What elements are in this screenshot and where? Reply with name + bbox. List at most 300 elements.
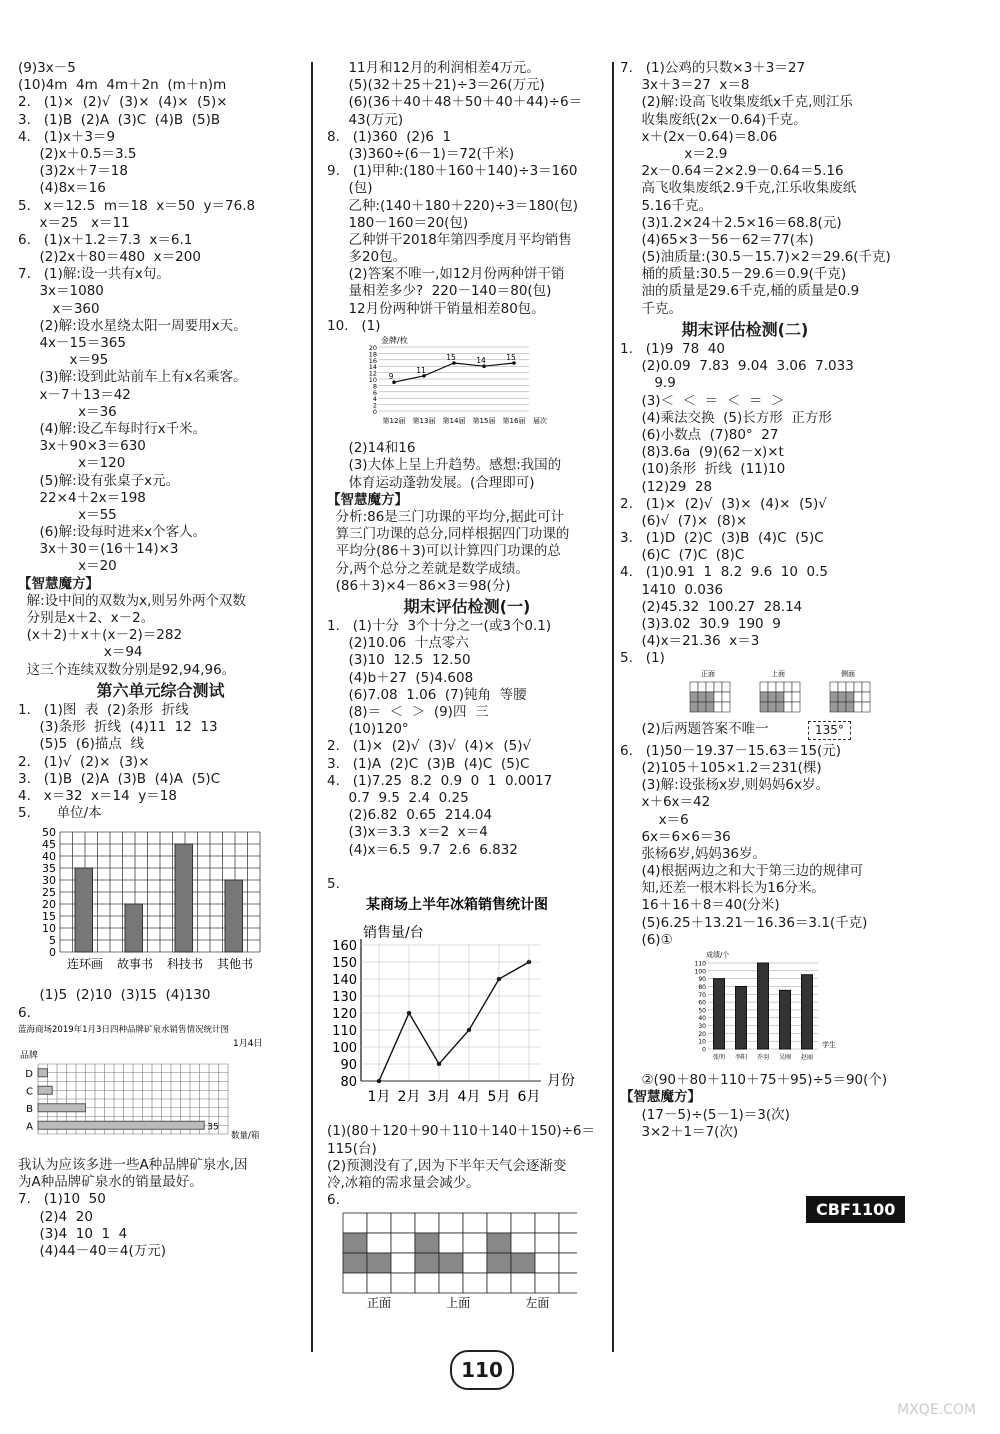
- grid-cell: [784, 702, 792, 712]
- answer-line: (3)4 10 1 4: [18, 1225, 128, 1242]
- answer-line: 多20包。: [327, 249, 407, 266]
- tick-label: 80: [340, 1075, 357, 1091]
- tick-label: 90: [340, 1058, 357, 1074]
- grid-cell: [463, 1213, 487, 1233]
- magic-label: 【智慧魔方】: [18, 575, 99, 592]
- grid-cell: [487, 1213, 511, 1233]
- answer-line: 4x－15＝365: [18, 335, 126, 351]
- tick-label: 0: [702, 1046, 706, 1054]
- answer-line: (5)油质量:(30.5－15.7)×2＝29.6(千克): [620, 249, 891, 266]
- answer-line: 4. (1)7.25 8.2 0.9 0 1 0.0017: [327, 772, 553, 789]
- grid-cell: [830, 682, 838, 692]
- tick-label: 10: [42, 922, 56, 936]
- answer-line: 平均分(86＋3)可以计算四门功课的总: [327, 543, 561, 560]
- answer-line: 11月和12月的利润相差4万元。: [327, 60, 540, 76]
- answer-line: (3)条形 折线 (4)11 12 13: [18, 719, 218, 736]
- answer-line: 2. (1)× (2)√ (3)√ (4)× (5)√: [327, 738, 532, 755]
- bar: [38, 1069, 48, 1077]
- answer-line: (2)14和16: [327, 440, 416, 457]
- answer-line: 这三个连续双数分别是92,94,96。: [18, 661, 236, 678]
- magic-answer: [327, 509, 607, 595]
- answer-line: (2)45.32 100.27 28.14: [620, 598, 803, 615]
- answers-cont: [327, 60, 607, 335]
- magic-answer: [18, 593, 303, 679]
- tick-label: 90: [698, 976, 706, 984]
- tick-label: 100: [694, 968, 706, 976]
- answer-line: 4. (1)0.91 1 8.2 9.6 10 0.5: [620, 564, 829, 581]
- grid-cell: [862, 702, 870, 712]
- tick-label: 4: [372, 395, 377, 404]
- medal-line-chart: [327, 335, 587, 435]
- category-label: 3月: [427, 1089, 451, 1106]
- magic-label: 【智慧魔方】: [327, 491, 408, 508]
- tick-label: 16: [368, 356, 377, 365]
- answer-line: (8)3.6a (9)(62－x)×t: [620, 444, 784, 461]
- answer-line: 1410 0.036: [620, 581, 724, 598]
- answers-q6: [620, 743, 990, 949]
- grid-cell: [391, 1213, 415, 1233]
- answer-line: 5. (1): [620, 650, 665, 667]
- grid-cell: [846, 682, 854, 692]
- answer-line: (2)解:设高飞收集废纸x千克,则江乐: [620, 94, 853, 111]
- q5-2-text: (2)后两题答案不唯一: [620, 720, 769, 737]
- answer-line: 12月份两种饼干销量相差80包。: [327, 300, 545, 317]
- answer-line: 解:设中间的双数为x,则另外两个双数: [18, 592, 246, 609]
- answer-line: 16＋16＋8＝40(分米): [620, 897, 780, 914]
- category-label: 第16届: [502, 417, 526, 425]
- grid-cell: [838, 702, 846, 712]
- grid-cell: [511, 1273, 535, 1293]
- tick-label: 18: [368, 350, 377, 359]
- grid-cell: [391, 1233, 415, 1253]
- answer-line: (包): [327, 180, 373, 197]
- grid-cell: [784, 682, 792, 692]
- answer-line: 知,还差一根木料长为16分米。: [620, 880, 825, 897]
- page-number: 110: [450, 1350, 514, 1390]
- bar: [714, 979, 725, 1049]
- tick-label: 50: [42, 826, 56, 840]
- grid-cell: [706, 682, 714, 692]
- answer-line: 3x＋90×3＝630: [18, 438, 146, 455]
- answer-line: (6)√ (7)× (8)×: [620, 512, 748, 529]
- grid-cell: [768, 702, 776, 712]
- grid-cell: [439, 1233, 463, 1253]
- answer-line: (4)8x＝16: [18, 180, 106, 197]
- answer-line: x＝2.9: [620, 145, 728, 162]
- grid-cell: [391, 1253, 415, 1273]
- answer-line: (4)解:设乙车每时行x千米。: [18, 420, 207, 437]
- answer-line: 千克。: [620, 300, 682, 317]
- answer-line: (3)x＝3.3 x＝2 x＝4: [327, 824, 488, 841]
- answer-line: 5. x＝12.5 m＝18 x＝50 y＝76.8: [18, 197, 256, 214]
- answer-line: (4)x＝6.5 9.7 2.6 6.832: [327, 841, 518, 858]
- answer-line: x＋(2x－0.64)＝8.06: [620, 128, 778, 145]
- answer-line: (6)①: [620, 931, 673, 948]
- tick-label: 2: [372, 401, 377, 410]
- answer-line: 分别是x＋2、x－2。: [18, 610, 155, 627]
- y-axis-label: 成绩/个: [706, 951, 730, 960]
- answer-line: (4)乘法交换 (5)长方形 正方形: [620, 409, 832, 426]
- category-label: 乔羽: [756, 1054, 770, 1062]
- grid-cell: [714, 682, 722, 692]
- answer-line: (2)答案不唯一,如12月份两种饼干销: [327, 266, 565, 283]
- answer-line: 为A种品牌矿泉水的销量最好。: [18, 1174, 203, 1191]
- tick-label: 20: [368, 344, 377, 352]
- grid-cell: [415, 1253, 439, 1273]
- tick-label: 160: [332, 939, 357, 955]
- answers-unit5: [18, 60, 303, 576]
- y-axis-label: 销售量/台: [363, 925, 424, 942]
- grid-cell: [559, 1253, 577, 1273]
- answer-line: 7. (1)10 50: [18, 1191, 106, 1208]
- answer-line: (10)条形 折线 (11)10: [620, 461, 786, 478]
- tick-label: 110: [694, 960, 706, 968]
- answer-line: x＝120: [18, 455, 126, 472]
- answer-line: (6)7.08 1.06 (7)钝角 等腰: [327, 686, 527, 703]
- grid-cell: [439, 1253, 463, 1273]
- bar: [225, 880, 243, 952]
- answer-line: (3)1.2×24＋2.5×16＝68.8(元): [620, 214, 842, 231]
- bar: [38, 1086, 52, 1094]
- view-label: 左面: [525, 1296, 550, 1310]
- magic-label: 【智慧魔方】: [620, 1089, 701, 1106]
- grid-cell: [768, 692, 776, 702]
- grid-cell: [706, 702, 714, 712]
- answer-line: 6. (1)x＋1.2＝7.3 x＝6.1: [18, 231, 193, 248]
- answer-line: (4)x＝21.36 x＝3: [620, 633, 760, 650]
- grid-cell: [854, 702, 862, 712]
- bar: [780, 990, 791, 1049]
- answer-line: (1)(80＋120＋90＋110＋140＋150)÷6＝: [327, 1123, 595, 1140]
- answer-line: 4. (1)x＋3＝9: [18, 128, 116, 145]
- answer-line: 1. (1)十分 3个十分之一(或3个0.1): [327, 618, 552, 635]
- answer-line: (6)(36＋40＋48＋50＋40＋44)÷6＝: [327, 94, 583, 111]
- grid-cell: [367, 1213, 391, 1233]
- answer-line: (6)小数点 (7)80° 27: [620, 426, 779, 443]
- grid-cell: [511, 1253, 535, 1273]
- answer-line: 体育运动蓬勃发展。(合理即可): [327, 474, 535, 491]
- answer-line: (9)3x－5: [18, 60, 76, 76]
- answer-line: x＝20: [18, 558, 117, 575]
- grid-cell: [862, 682, 870, 692]
- answer-line: 7. (1)公鸡的只数×3＋3＝27: [620, 60, 806, 76]
- grid-cell: [535, 1213, 559, 1233]
- answer-line: 高飞收集废纸2.9千克,江乐收集废纸: [620, 180, 857, 197]
- grid-cell: [343, 1253, 367, 1273]
- q6-answer: [18, 1157, 303, 1260]
- tick-label: 5: [49, 934, 56, 948]
- grid-cell: [838, 682, 846, 692]
- grid-cell: [698, 682, 706, 692]
- heading-unit6: 第六单元综合测试: [96, 680, 225, 700]
- answer-line: 8. (1)360 (2)6 1: [327, 128, 452, 145]
- grid-cell: [698, 692, 706, 702]
- water-bar-chart: [18, 1022, 288, 1152]
- answer-line: (4)b＋27 (5)4.608: [327, 669, 474, 686]
- bar: [758, 963, 769, 1049]
- tick-label: 70: [698, 991, 706, 999]
- answer-line: (2)105＋105×1.2＝231(棵): [620, 759, 822, 776]
- answer-line: (12)29 28: [620, 478, 713, 495]
- grid-cell: [463, 1273, 487, 1293]
- answer-line: (3)360÷(6－1)＝72(千米): [327, 145, 515, 162]
- grid-cell: [792, 692, 800, 702]
- tick-label: 40: [42, 850, 56, 864]
- chart-title: 某商场上半年冰箱销售统计图: [366, 897, 548, 914]
- answer-line: 张杨6岁,妈妈36岁。: [620, 845, 767, 862]
- tick-label: 80: [698, 983, 706, 991]
- view-label: 上面: [771, 669, 785, 678]
- view-label: 上面: [446, 1296, 471, 1310]
- category-label: 吴刚: [778, 1054, 792, 1062]
- category-label: 张明: [712, 1054, 726, 1062]
- answer-line: 乙种饼干2018年第四季度月平均销售: [327, 231, 572, 248]
- chart-title: 蓝海商场2019年1月3日四种品牌矿泉水销售情况统计图: [18, 1024, 229, 1035]
- grid-cell: [722, 692, 730, 702]
- data-label: 9: [388, 372, 394, 382]
- answer-line: (2)10.06 十点零六: [327, 635, 469, 652]
- tick-label: 140: [332, 973, 357, 989]
- view-label: 侧面: [841, 669, 855, 678]
- three-views-grid: [327, 1209, 577, 1309]
- grid-cell: [776, 702, 784, 712]
- tick-label: 60: [698, 999, 706, 1007]
- bar: [736, 986, 747, 1049]
- grid-cell: [706, 692, 714, 702]
- answer-line: x＝360: [18, 300, 100, 317]
- answer-line: x＝95: [18, 352, 109, 369]
- tick-label: 50: [698, 1007, 706, 1015]
- tick-label: 8: [372, 382, 377, 391]
- grid-cell: [838, 692, 846, 702]
- answer-line: 1. (1)图 表 (2)条形 折线: [18, 701, 189, 718]
- grid-cell: [690, 692, 698, 702]
- answer-line: x＋6x＝42: [620, 794, 711, 811]
- answer-line: 7. (1)解:设一共有x句。: [18, 266, 170, 283]
- tick-label: 20: [698, 1030, 706, 1038]
- grid-cell: [830, 692, 838, 702]
- answer-line: (3)大体上呈上升趋势。感想:我国的: [327, 457, 562, 474]
- grid-cell: [862, 692, 870, 702]
- answer-line: (2)预测没有了,因为下半年天气会逐渐变: [327, 1157, 567, 1174]
- q10-answer: [327, 440, 607, 492]
- category-label: A: [26, 1121, 33, 1133]
- bar: [38, 1104, 86, 1112]
- book-bar-chart: [18, 822, 288, 982]
- grid-cell: [846, 692, 854, 702]
- answer-line: 3. (1)B (2)A (3)B (4)A (5)C: [18, 770, 221, 787]
- answer-line: (2)6.82 0.65 214.04: [327, 807, 493, 824]
- grid-cell: [854, 682, 862, 692]
- value-label: 35: [207, 1122, 219, 1133]
- answer-line: 2. (1)× (2)√ (3)× (4)× (5)√: [620, 495, 827, 512]
- answer-line: (86＋3)×4－86×3＝98(分): [327, 577, 511, 594]
- tick-label: 20: [42, 898, 56, 912]
- answer-line: (3)＜ ＜ ＝ ＜ ＝ ＞: [620, 392, 785, 409]
- answer-line: (3)解:设张杨x岁,则妈妈6x岁。: [620, 777, 829, 794]
- answer-line: (5)解:设有张桌子x元。: [18, 472, 180, 489]
- y-axis-label: 品牌: [20, 1050, 39, 1061]
- data-label: 15: [506, 353, 516, 362]
- grid-cell: [439, 1213, 463, 1233]
- grid-cell: [846, 702, 854, 712]
- grid-cell: [784, 692, 792, 702]
- answer-line: 180－160＝20(包): [327, 214, 469, 231]
- answer-line: 10. (1): [327, 317, 381, 334]
- tick-label: 12: [368, 369, 377, 378]
- score-bar-chart: [620, 949, 850, 1067]
- magic-answer: [620, 1107, 990, 1141]
- bar: [75, 868, 93, 952]
- answers-final2: [620, 341, 990, 668]
- answer-line: 冷,冰箱的需求量会减少。: [327, 1174, 480, 1191]
- answer-line: (17－5)÷(5－1)＝3(次): [620, 1106, 790, 1123]
- answer-line: 算三门功课的总分,同样根据四门功课的: [327, 526, 570, 543]
- tick-label: 130: [332, 990, 357, 1006]
- answer-line: 5. 单位/本: [18, 805, 102, 822]
- answer-line: (3)3.02 30.9 190 9: [620, 616, 781, 633]
- category-label: 第13届: [412, 417, 436, 425]
- tick-label: 35: [42, 862, 56, 876]
- answer-line: 43(万元): [327, 111, 404, 128]
- three-views-small: [620, 668, 880, 716]
- data-label: 15: [446, 353, 456, 362]
- answer-line: 3x＝1080: [18, 283, 104, 300]
- answer-line: (3)10 12.5 12.50: [327, 652, 471, 669]
- answer-line: (2)解:设水星绕太阳一周要用x天。: [18, 317, 247, 334]
- column-divider: [311, 62, 313, 1352]
- answer-line: x＝25 x＝11: [18, 214, 130, 231]
- answer-line: 22×4＋2x＝198: [18, 489, 146, 506]
- answer-line: (2)0.09 7.83 9.04 3.06 7.033: [620, 358, 854, 375]
- average-line: ②(90＋80＋110＋75＋95)÷5＝90(个): [620, 1072, 888, 1089]
- grid-cell: [415, 1213, 439, 1233]
- category-label: 第12届: [382, 417, 406, 425]
- grid-cell: [367, 1253, 391, 1273]
- grid-cell: [535, 1273, 559, 1293]
- x-axis-label: 学生: [822, 1041, 836, 1050]
- bar: [802, 975, 813, 1049]
- column-3: [620, 60, 990, 1141]
- grid-cell: [760, 682, 768, 692]
- tick-label: 100: [332, 1041, 357, 1057]
- answer-line: 油的质量是29.6千克,桶的质量是0.9: [620, 283, 860, 300]
- grid-cell: [535, 1253, 559, 1273]
- answer-line: 3. (1)B (2)A (3)C (4)B (5)B: [18, 111, 221, 128]
- category-label: 科技书: [166, 957, 204, 972]
- category-label: 1月: [367, 1089, 391, 1106]
- answer-line: 2. (1)√ (2)× (3)×: [18, 753, 150, 770]
- grid-cell: [535, 1233, 559, 1253]
- answer-line: (2)4 20: [18, 1208, 93, 1225]
- tick-label: 0: [49, 946, 56, 960]
- answer-line: 3x＋3＝27 x＝8: [620, 77, 750, 94]
- answer-line: (4)根据两边之和大于第三边的规律可: [620, 863, 864, 880]
- answer-line: x－7＋13＝42: [18, 386, 131, 403]
- answer-line: 5.: [327, 875, 340, 892]
- answer-line: (5)5 (6)描点 线: [18, 736, 144, 753]
- answer-line: (5)6.25＋13.21－16.36＝3.1(千克): [620, 914, 868, 931]
- tick-label: 25: [42, 886, 56, 900]
- grid-cell: [415, 1273, 439, 1293]
- grid-cell: [511, 1213, 535, 1233]
- q5-2-row: [620, 721, 990, 743]
- answer-line: (5)(32＋25＋21)÷3＝26(万元): [327, 77, 545, 94]
- answer-line: (6)C (7)C (8)C: [620, 547, 745, 564]
- tick-label: 40: [698, 1015, 706, 1023]
- x-axis-label: 数量/箱: [231, 1130, 260, 1141]
- view-label: 正面: [366, 1296, 392, 1310]
- column-divider: [612, 62, 614, 1352]
- fridge-line-chart: [327, 893, 587, 1118]
- category-label: B: [26, 1103, 33, 1115]
- answer-line: x＝6: [620, 811, 689, 828]
- answer-line: 2. (1)× (2)√ (3)× (4)× (5)×: [18, 94, 228, 111]
- answer-line: 115(台): [327, 1140, 377, 1157]
- category-label: 第14届: [442, 417, 466, 425]
- grid-cell: [830, 702, 838, 712]
- answer-line: 3×2＋1＝7(次): [620, 1123, 739, 1140]
- data-label: 14: [476, 356, 486, 366]
- watermark: MXQE.COM: [897, 1402, 976, 1418]
- answer-line: 3x＋30＝(16＋14)×3: [18, 541, 179, 558]
- tick-label: 0: [372, 408, 377, 416]
- series-line: [379, 962, 529, 1081]
- category-label: 4月: [457, 1089, 481, 1106]
- category-label: 连环画: [66, 957, 104, 972]
- x-axis-label: 届次: [533, 417, 547, 425]
- answer-line: (x＋2)＋x＋(x－2)＝282: [18, 627, 183, 644]
- answer-line: 分析:86是三门功课的平均分,据此可计: [327, 508, 565, 525]
- answer-line: 3. (1)D (2)C (3)B (4)C (5)C: [620, 530, 824, 547]
- grid-cell: [760, 702, 768, 712]
- category-label: D: [25, 1068, 33, 1080]
- grid-cell: [511, 1233, 535, 1253]
- grid-cell: [367, 1273, 391, 1293]
- category-label: 故事书: [116, 957, 154, 972]
- tick-label: 6: [372, 388, 377, 397]
- tick-label: 110: [332, 1024, 357, 1040]
- answer-line: 5.16千克。: [620, 197, 713, 214]
- grid-cell: [722, 702, 730, 712]
- grid-cell: [439, 1273, 463, 1293]
- heading-final1: 期末评估检测(一): [403, 596, 531, 616]
- answer-line: (2)x＋0.5＝3.5: [18, 145, 137, 162]
- answer-line: (10)4m 4m 4m＋2n (m＋n)m: [18, 77, 227, 94]
- tick-label: 10: [698, 1038, 706, 1046]
- q6-label: 6.: [18, 1004, 31, 1021]
- grid-cell: [698, 702, 706, 712]
- grid-cell: [792, 682, 800, 692]
- grid-cell: [559, 1233, 577, 1253]
- answer-line: x＝55: [18, 506, 117, 523]
- answer-line: 我认为应该多进一些A种品牌矿泉水,因: [18, 1157, 248, 1174]
- book-code: CBF1100: [806, 1196, 905, 1223]
- tick-label: 14: [368, 363, 377, 372]
- answer-line: 乙种:(140＋180＋220)÷3＝180(包): [327, 197, 579, 214]
- grid-cell: [714, 692, 722, 702]
- grid-cell: [690, 702, 698, 712]
- category-label: C: [26, 1086, 33, 1098]
- grid-cell: [343, 1233, 367, 1253]
- y-axis-label: 金牌/枚: [381, 336, 408, 345]
- answer-line: (10)120°: [327, 721, 409, 738]
- answers-q7: [620, 60, 990, 318]
- grid-cell: [776, 692, 784, 702]
- answer-line: (8)＝ ＜ ＞ (9)四 三: [327, 704, 489, 721]
- column-2: [327, 60, 607, 1314]
- grid-cell: [343, 1213, 367, 1233]
